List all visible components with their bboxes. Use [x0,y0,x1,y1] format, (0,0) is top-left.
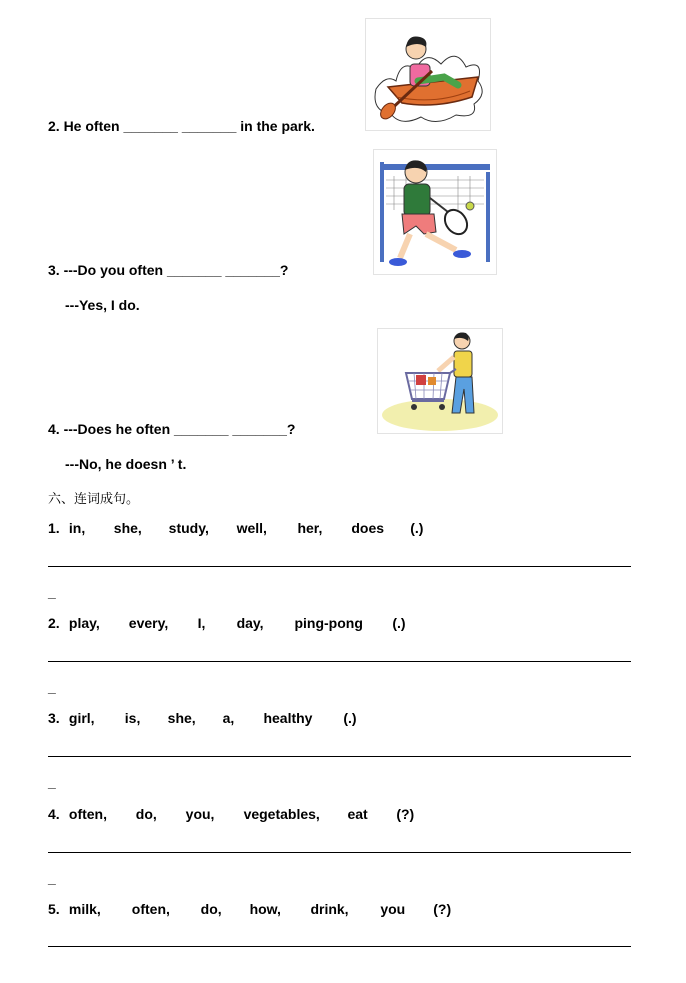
exercise-1-word: she, [113,520,142,536]
answer-line-4-tail: _ [48,870,56,886]
exercise-4 [48,806,414,822]
exercise-5-word: milk, [68,901,101,917]
exercise-5 [48,901,451,917]
exercise-1-word: her, [297,520,323,536]
exercise-1-word: does [351,520,385,536]
exercise-3 [48,710,357,726]
exercise-4-word: eat [347,806,368,822]
exercise-3-word: girl, [68,710,95,726]
answer-line-3[interactable] [48,756,631,757]
exercise-5-number: 5. [48,901,60,917]
exercise-3-word: she, [167,710,196,726]
exercise-2-word: I, [197,615,206,631]
question-3-line2: ---Yes, I do. [65,297,140,313]
exercise-3-word: healthy [263,710,313,726]
exercise-2-word: every, [128,615,169,631]
exercise-4-word: vegetables, [243,806,320,822]
answer-line-1[interactable] [48,566,631,567]
exercise-5-word: you [380,901,406,917]
exercise-5-word: drink, [310,901,349,917]
exercise-2-word: day, [236,615,264,631]
exercise-3-word: a, [222,710,235,726]
exercise-1-word: study, [168,520,209,536]
exercise-4-word: often, [68,806,107,822]
tennis-picture [373,149,497,275]
exercise-3-number: 3. [48,710,60,726]
exercise-5-word: (?) [433,901,452,917]
question-3-line1: 3. ---Do you often _______ _______? [48,262,289,278]
boy-playing-tennis-icon [374,150,496,274]
exercise-2-word: ping-pong [294,615,363,631]
answer-line-1-tail: _ [48,584,56,600]
exercise-5-word: often, [131,901,170,917]
exercise-4-word: (?) [396,806,415,822]
exercise-1-word: well, [236,520,267,536]
question-4-line2: ---No, he doesn ’ t. [65,456,187,472]
question-4-line1: 4. ---Does he often _______ _______? [48,421,296,437]
exercise-1 [48,520,423,536]
question-2: 2. He often _______ _______ in the park. [48,118,315,134]
exercise-4-word: do, [135,806,157,822]
rowing-boat-picture [365,18,491,131]
exercise-1-number: 1. [48,520,60,536]
answer-line-2-tail: _ [48,679,56,695]
exercise-4-number: 4. [48,806,60,822]
exercise-5-word: do, [200,901,222,917]
answer-line-4[interactable] [48,852,631,853]
exercise-3-word: (.) [343,710,357,726]
exercise-2-word: play, [68,615,100,631]
exercise-5-word: how, [249,901,281,917]
exercise-1-word: in, [68,520,86,536]
section-6-title: 六、连词成句。 [48,492,140,507]
answer-line-3-tail: _ [48,774,56,790]
exercise-4-word: you, [185,806,215,822]
exercise-2-word: (.) [392,615,406,631]
exercise-1-word: (.) [410,520,424,536]
shopping-cart-picture [377,328,503,434]
boy-rowing-boat-icon [366,19,490,130]
exercise-3-word: is, [124,710,141,726]
exercise-2 [48,615,406,631]
man-pushing-shopping-cart-icon [378,329,502,433]
answer-line-5[interactable] [48,946,631,947]
answer-line-2[interactable] [48,661,631,662]
exercise-2-number: 2. [48,615,60,631]
